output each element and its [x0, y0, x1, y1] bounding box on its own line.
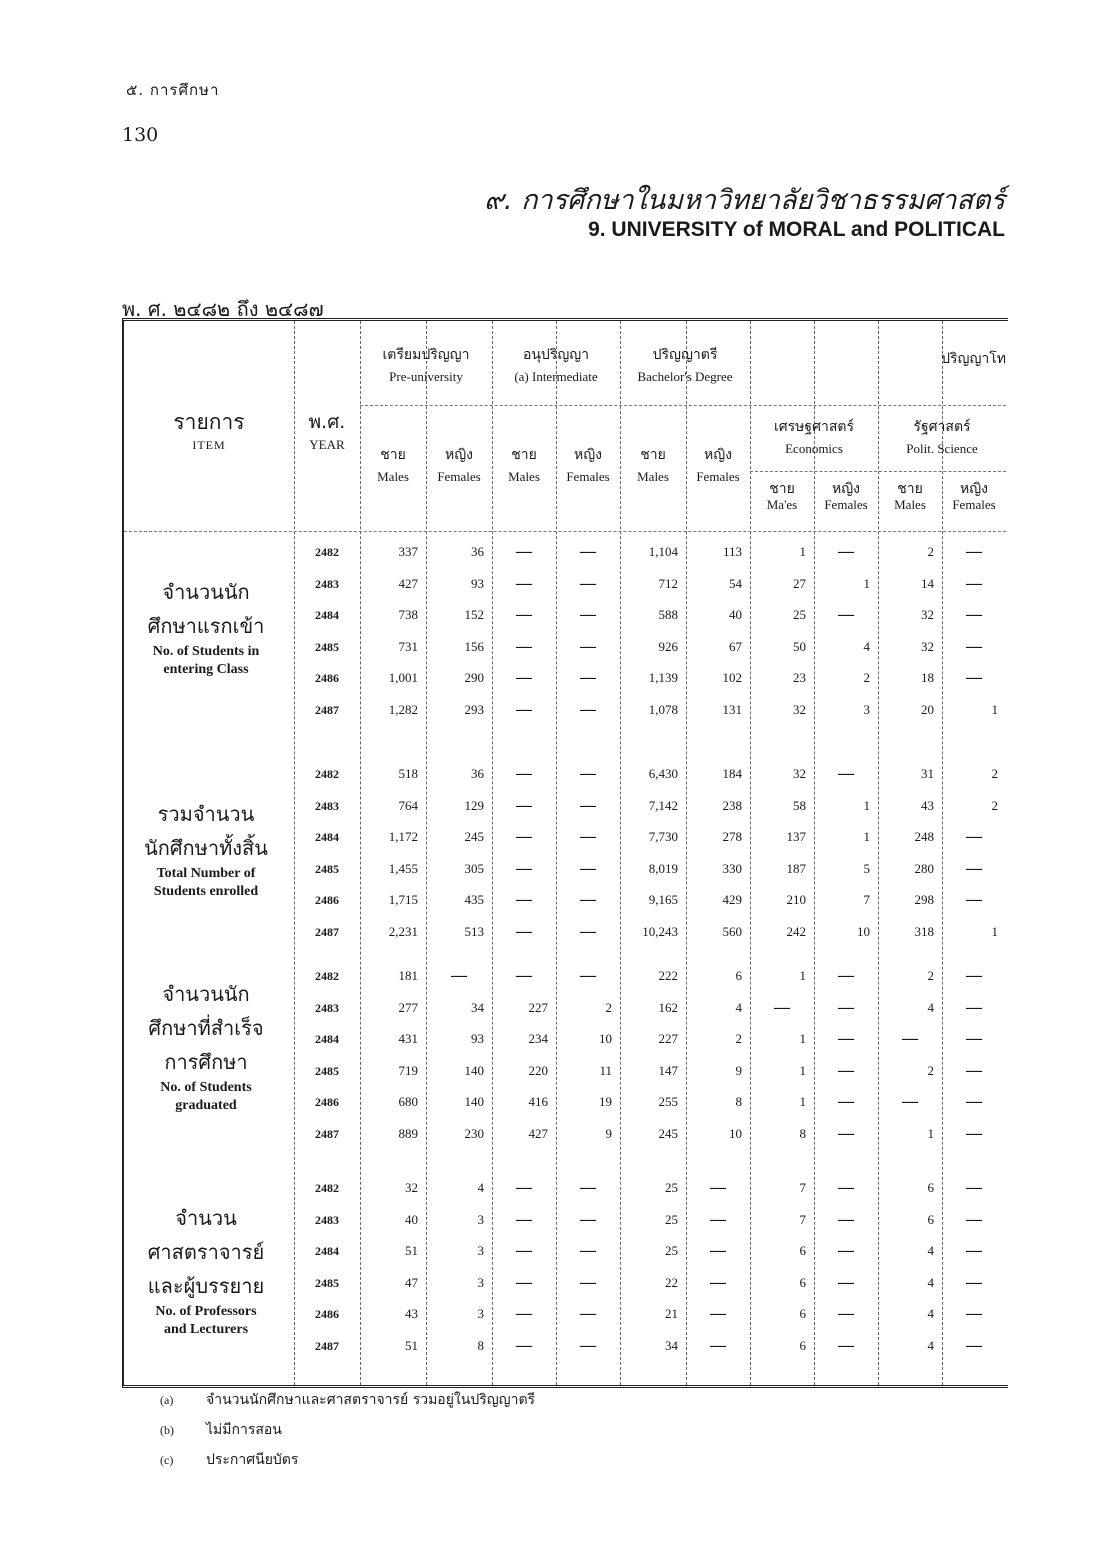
cell-intermediate-females: —	[580, 1305, 596, 1322]
cell-year: 2485	[315, 639, 339, 654]
cell-pre-uni-females: 8	[477, 1337, 484, 1353]
cell-pre-uni-males: 431	[398, 1031, 418, 1046]
cell-bachelor-males: 926	[658, 638, 678, 654]
cell-pre-uni-females: 34	[471, 999, 484, 1015]
cell-economics-females: —	[838, 1093, 854, 1110]
cell-polit-science-females: —	[966, 1210, 982, 1228]
cell-year: 2486	[315, 1095, 339, 1109]
cell-intermediate-males: —	[516, 700, 532, 718]
cell-pre-uni-females: 3	[477, 1211, 484, 1227]
cell-pre-uni-females: —	[451, 967, 467, 984]
cell-pre-uni-females: 3	[477, 1243, 484, 1258]
cell-pre-uni-females: 230	[464, 1125, 484, 1141]
cell-polit-science-females: 2	[991, 766, 998, 781]
cell-intermediate-males: —	[516, 922, 532, 940]
cell-year: 2485	[315, 1275, 339, 1290]
cell-intermediate-males: —	[516, 765, 532, 782]
cell-intermediate-females: —	[580, 1210, 596, 1228]
cell-intermediate-females: —	[580, 669, 596, 686]
cell-intermediate-males: 227	[528, 999, 548, 1015]
cell-intermediate-males: —	[516, 606, 532, 623]
cell-bachelor-males: 227	[658, 1031, 678, 1046]
page-number: 130	[122, 124, 159, 146]
cell-polit-science-females: —	[966, 1336, 982, 1354]
header-economics: เศรษฐศาสตร์ Economics	[773, 419, 855, 456]
cell-pre-uni-females: 245	[464, 829, 484, 844]
cell-pre-uni-females: 513	[464, 923, 484, 939]
cell-bachelor-females: 4	[735, 999, 742, 1015]
cell-economics-females: 1	[863, 797, 870, 813]
cell-economics-males: 7	[799, 1180, 806, 1195]
cell-bachelor-males: 162	[658, 999, 678, 1015]
cell-pre-uni-males: 51	[405, 1337, 418, 1353]
cell-intermediate-females: —	[580, 1179, 596, 1196]
cell-intermediate-females: —	[580, 828, 596, 845]
cell-pre-uni-males: 518	[398, 766, 418, 781]
cell-polit-science-females: —	[966, 1242, 982, 1259]
cell-year: 2485	[315, 861, 339, 876]
group-title-enrolled: รวมจำนวน นักศึกษาทั้งสิ้น Total Number of Students enrolled	[144, 802, 268, 899]
statistics-table	[122, 318, 1008, 1388]
cell-bachelor-females: 8	[735, 1094, 742, 1109]
cell-economics-males: 8	[799, 1125, 806, 1141]
cell-intermediate-females: 10	[599, 1031, 612, 1046]
cell-economics-females: —	[838, 1124, 854, 1142]
header-females: หญิง Females	[566, 447, 610, 484]
cell-bachelor-males: 34	[665, 1337, 678, 1353]
cell-intermediate-females: —	[580, 796, 596, 814]
cell-polit-science-males: —	[902, 1093, 918, 1110]
cell-bachelor-males: 21	[665, 1306, 678, 1321]
cell-bachelor-males: 245	[658, 1125, 678, 1141]
cell-economics-females: —	[838, 1210, 854, 1228]
cell-year: 2484	[315, 830, 339, 844]
cell-economics-females: —	[838, 1061, 854, 1079]
cell-bachelor-females: 184	[722, 766, 742, 781]
header-females: หญิง Females	[696, 447, 740, 484]
cell-economics-males: 6	[799, 1306, 806, 1321]
cell-bachelor-males: 9,165	[648, 892, 678, 907]
cell-intermediate-females: —	[580, 891, 596, 908]
year-range: พ. ศ. ๒๔๘๒ ถึง ๒๔๘๗	[122, 297, 324, 321]
cell-year: 2484	[315, 1032, 339, 1046]
cell-pre-uni-females: 140	[464, 1094, 484, 1109]
cell-bachelor-females: —	[710, 1179, 726, 1196]
cell-year: 2484	[315, 608, 339, 622]
cell-bachelor-males: 222	[658, 968, 678, 983]
header-females: หญิง Females	[824, 481, 868, 512]
cell-bachelor-males: 588	[658, 607, 678, 622]
cell-bachelor-females: 40	[729, 607, 742, 622]
cell-bachelor-males: 25	[665, 1180, 678, 1195]
cell-polit-science-males: 4	[927, 1243, 934, 1258]
cell-polit-science-males: 4	[927, 1274, 934, 1290]
cell-bachelor-females: 238	[722, 797, 742, 813]
cell-economics-males: 242	[786, 923, 806, 939]
header-intermediate: อนุปริญญา (a) Intermediate	[514, 347, 598, 384]
cell-pre-uni-females: 305	[464, 860, 484, 876]
cell-pre-uni-females: 93	[471, 1031, 484, 1046]
cell-pre-uni-males: 47	[405, 1274, 418, 1290]
cell-pre-uni-males: 1,282	[388, 701, 418, 717]
footnote: (b) ไม่มีการสอน	[160, 1422, 282, 1438]
cell-polit-science-females: —	[966, 637, 982, 655]
cell-economics-females: 7	[863, 892, 870, 907]
cell-intermediate-females: —	[580, 543, 596, 560]
cell-economics-females: —	[838, 1273, 854, 1291]
cell-economics-males: 27	[793, 575, 806, 591]
cell-economics-males: 50	[793, 638, 806, 654]
cell-pre-uni-males: 2,231	[388, 923, 418, 939]
cell-economics-females: —	[838, 543, 854, 560]
cell-bachelor-females: 330	[722, 860, 742, 876]
cell-year: 2487	[315, 702, 339, 717]
cell-pre-uni-females: 3	[477, 1274, 484, 1290]
cell-bachelor-males: 255	[658, 1094, 678, 1109]
cell-economics-females: 5	[863, 860, 870, 876]
cell-bachelor-females: 10	[729, 1125, 742, 1141]
cell-economics-females: —	[838, 606, 854, 623]
cell-economics-males: 210	[786, 892, 806, 907]
cell-intermediate-females: —	[580, 859, 596, 877]
cell-pre-uni-males: 51	[405, 1243, 418, 1258]
cell-polit-science-females: —	[966, 669, 982, 686]
cell-polit-science-males: 18	[921, 670, 934, 685]
cell-year: 2482	[315, 767, 339, 781]
cell-polit-science-females: —	[966, 574, 982, 592]
cell-intermediate-males: —	[516, 574, 532, 592]
title-english: 9. UNIVERSITY of MORAL and POLITICAL	[588, 218, 1005, 241]
cell-polit-science-males: 2	[927, 1062, 934, 1078]
header-bachelor: ปริญญาตรี Bachelor's Degree	[637, 347, 733, 384]
header-pre-university: เตรียมปริญญา Pre-university	[382, 347, 470, 384]
cell-economics-females: 2	[863, 670, 870, 685]
cell-economics-males: 25	[793, 607, 806, 622]
section-header: ๕. การศึกษา	[126, 81, 220, 99]
cell-bachelor-females: 6	[735, 968, 742, 983]
cell-economics-males: 187	[786, 860, 806, 876]
cell-intermediate-males: —	[516, 859, 532, 877]
cell-intermediate-males: —	[516, 543, 532, 560]
header-rule	[750, 471, 1006, 472]
footnotes	[160, 1385, 535, 1475]
cell-economics-males: 32	[793, 766, 806, 781]
cell-economics-females: 10	[857, 923, 870, 939]
group-title-entering: จำนวนนัก ศึกษาแรกเข้า No. of Students in entering Class	[147, 580, 265, 677]
cell-pre-uni-females: 293	[464, 701, 484, 717]
cell-pre-uni-males: 277	[398, 999, 418, 1015]
cell-intermediate-females: —	[580, 1273, 596, 1291]
header-year: พ.ศ. YEAR	[308, 411, 346, 452]
cell-pre-uni-males: 719	[398, 1062, 418, 1078]
header-master: ปริญญาโท	[941, 351, 1006, 367]
cell-pre-uni-females: 156	[464, 638, 484, 654]
cell-polit-science-females: —	[966, 891, 982, 908]
header-males: ชาย Males	[894, 481, 926, 512]
cell-intermediate-females: 11	[599, 1062, 612, 1078]
cell-polit-science-females: —	[966, 1124, 982, 1142]
cell-polit-science-males: 4	[927, 999, 934, 1015]
cell-polit-science-females: —	[966, 859, 982, 877]
cell-polit-science-males: 43	[921, 797, 934, 813]
cell-polit-science-males: 280	[914, 860, 934, 876]
cell-pre-uni-females: 93	[471, 575, 484, 591]
cell-year: 2483	[315, 1212, 339, 1227]
cell-intermediate-females: —	[580, 1336, 596, 1354]
cell-polit-science-females: —	[966, 1179, 982, 1196]
cell-pre-uni-males: 40	[405, 1211, 418, 1227]
cell-intermediate-males: 220	[528, 1062, 548, 1078]
cell-economics-females: —	[838, 1305, 854, 1322]
header-females: หญิง Females	[437, 447, 481, 484]
cell-polit-science-males: 4	[927, 1337, 934, 1353]
cell-polit-science-males: 298	[914, 892, 934, 907]
cell-polit-science-males: 248	[914, 829, 934, 844]
cell-year: 2486	[315, 671, 339, 685]
group-title-professors: จำนวน ศาสตราจารย์ และผู้บรรยาย No. of Professors and Lecturers	[147, 1206, 265, 1337]
cell-economics-males: 23	[793, 670, 806, 685]
cell-economics-females: —	[838, 765, 854, 782]
header-rule	[124, 531, 1006, 532]
cell-intermediate-females: —	[580, 606, 596, 623]
cell-economics-females: —	[838, 967, 854, 984]
cell-bachelor-males: 22	[665, 1274, 678, 1290]
cell-economics-females: 1	[863, 575, 870, 591]
cell-polit-science-males: 4	[927, 1306, 934, 1321]
cell-bachelor-females: 113	[722, 544, 742, 559]
cell-polit-science-females: —	[966, 967, 982, 984]
cell-polit-science-males: 31	[921, 766, 934, 781]
cell-bachelor-females: —	[710, 1273, 726, 1291]
cell-intermediate-males: —	[516, 1273, 532, 1291]
cell-intermediate-females: —	[580, 922, 596, 940]
cell-pre-uni-females: 290	[464, 670, 484, 685]
cell-intermediate-females: —	[580, 700, 596, 718]
cell-economics-males: 6	[799, 1243, 806, 1258]
cell-intermediate-females: —	[580, 765, 596, 782]
cell-polit-science-females: 1	[991, 701, 998, 717]
cell-year: 2487	[315, 1338, 339, 1353]
cell-polit-science-males: 6	[927, 1211, 934, 1227]
cell-polit-science-females: —	[966, 998, 982, 1016]
cell-intermediate-females: —	[580, 1242, 596, 1259]
cell-bachelor-females: —	[710, 1336, 726, 1354]
cell-intermediate-females: —	[580, 574, 596, 592]
cell-pre-uni-males: 738	[398, 607, 418, 622]
cell-intermediate-males: —	[516, 669, 532, 686]
cell-polit-science-females: —	[966, 828, 982, 845]
cell-economics-males: 1	[799, 968, 806, 983]
cell-polit-science-males: 14	[921, 575, 934, 591]
cell-economics-females: 3	[863, 701, 870, 717]
header-males: ชาย Males	[508, 447, 540, 484]
cell-year: 2486	[315, 893, 339, 907]
cell-bachelor-females: 9	[735, 1062, 742, 1078]
cell-intermediate-males: —	[516, 967, 532, 984]
cell-intermediate-males: —	[516, 891, 532, 908]
cell-economics-females: —	[838, 1030, 854, 1047]
cell-economics-females: —	[838, 1336, 854, 1354]
cell-intermediate-males: 427	[528, 1125, 548, 1141]
cell-economics-males: 137	[786, 829, 806, 844]
cell-year: 2483	[315, 576, 339, 591]
cell-economics-females: 1	[863, 829, 870, 844]
cell-pre-uni-females: 152	[464, 607, 484, 622]
footnote: (a) จำนวนนักศึกษาและศาสตราจารย์ รวมอยู่ในปริญญาตรี	[160, 1392, 536, 1408]
cell-intermediate-males: —	[516, 1336, 532, 1354]
cell-intermediate-males: 416	[528, 1094, 548, 1109]
cell-year: 2485	[315, 1063, 339, 1078]
cell-intermediate-females: 19	[599, 1094, 612, 1109]
cell-polit-science-females: 2	[991, 797, 998, 813]
cell-intermediate-males: —	[516, 637, 532, 655]
cell-pre-uni-females: 129	[464, 797, 484, 813]
cell-bachelor-females: 429	[722, 892, 742, 907]
cell-pre-uni-males: 764	[398, 797, 418, 813]
cell-polit-science-females: —	[966, 1061, 982, 1079]
cell-economics-males: 58	[793, 797, 806, 813]
cell-bachelor-females: 131	[722, 701, 742, 717]
cell-bachelor-males: 10,243	[642, 923, 678, 939]
cell-pre-uni-males: 889	[398, 1125, 418, 1141]
cell-polit-science-males: 2	[927, 968, 934, 983]
cell-year: 2482	[315, 1181, 339, 1195]
cell-pre-uni-males: 337	[398, 544, 418, 559]
cell-year: 2482	[315, 969, 339, 983]
cell-year: 2486	[315, 1307, 339, 1321]
cell-bachelor-females: —	[710, 1242, 726, 1259]
cell-economics-males: —	[774, 998, 790, 1016]
cell-polit-science-males: 20	[921, 701, 934, 717]
cell-bachelor-males: 6,430	[648, 766, 678, 781]
cell-intermediate-males: —	[516, 1305, 532, 1322]
cell-polit-science-males: 2	[927, 544, 934, 559]
cell-economics-females: —	[838, 998, 854, 1016]
group-title-graduated: จำนวนนัก ศึกษาที่สำเร็จ การศึกษา No. of Students graduated	[148, 982, 264, 1113]
cell-intermediate-males: —	[516, 796, 532, 814]
cell-bachelor-females: 560	[722, 923, 742, 939]
header-rule	[360, 405, 1006, 406]
cell-bachelor-males: 712	[658, 575, 678, 591]
cell-year: 2483	[315, 798, 339, 813]
cell-pre-uni-males: 32	[405, 1180, 418, 1195]
cell-polit-science-females: —	[966, 1305, 982, 1322]
cell-polit-science-females: —	[966, 1273, 982, 1291]
cell-year: 2487	[315, 924, 339, 939]
cell-bachelor-males: 8,019	[648, 860, 678, 876]
cell-economics-males: 32	[793, 701, 806, 717]
cell-intermediate-males: —	[516, 828, 532, 845]
cell-economics-males: 6	[799, 1337, 806, 1353]
cell-economics-males: 1	[799, 1031, 806, 1046]
cell-polit-science-females: —	[966, 543, 982, 560]
cell-intermediate-females: —	[580, 967, 596, 984]
header-females: หญิง Females	[952, 481, 996, 512]
cell-economics-males: 1	[799, 544, 806, 559]
cell-bachelor-males: 7,142	[648, 797, 678, 813]
cell-pre-uni-males: 181	[398, 968, 418, 983]
cell-intermediate-females: 2	[605, 999, 612, 1015]
cell-pre-uni-females: 3	[477, 1306, 484, 1321]
header-males: ชาย Males	[637, 447, 669, 484]
cell-intermediate-males: —	[516, 1210, 532, 1228]
cell-intermediate-females: 9	[605, 1125, 612, 1141]
cell-year: 2482	[315, 545, 339, 559]
cell-bachelor-females: 102	[722, 670, 742, 685]
cell-bachelor-females: 67	[729, 638, 742, 654]
cell-economics-males: 1	[799, 1062, 806, 1078]
cell-intermediate-females: —	[580, 637, 596, 655]
cell-economics-females: —	[838, 1179, 854, 1196]
cell-pre-uni-males: 1,715	[388, 892, 418, 907]
cell-bachelor-males: 25	[665, 1211, 678, 1227]
cell-polit-science-males: 32	[921, 607, 934, 622]
cell-year: 2484	[315, 1244, 339, 1258]
cell-year: 2487	[315, 1126, 339, 1141]
cell-year: 2483	[315, 1000, 339, 1015]
cell-polit-science-females: 1	[991, 923, 998, 939]
cell-pre-uni-females: 4	[477, 1180, 484, 1195]
footnote: (c) ประกาศนียบัตร	[160, 1452, 299, 1468]
cell-polit-science-males: 318	[914, 923, 934, 939]
cell-economics-males: 6	[799, 1274, 806, 1290]
cell-bachelor-males: 1,104	[648, 544, 678, 559]
cell-polit-science-males: 6	[927, 1180, 934, 1195]
cell-polit-science-males: 1	[927, 1125, 934, 1141]
cell-polit-science-males: 32	[921, 638, 934, 654]
cell-pre-uni-males: 680	[398, 1094, 418, 1109]
cell-intermediate-males: —	[516, 1179, 532, 1196]
cell-bachelor-males: 25	[665, 1243, 678, 1258]
cell-polit-science-females: —	[966, 606, 982, 623]
cell-pre-uni-males: 1,001	[388, 670, 418, 685]
cell-polit-science-females: —	[966, 1093, 982, 1110]
cell-pre-uni-males: 427	[398, 575, 418, 591]
cell-bachelor-males: 1,139	[648, 670, 678, 685]
cell-bachelor-males: 7,730	[648, 829, 678, 844]
cell-bachelor-females: —	[710, 1210, 726, 1228]
cell-pre-uni-males: 731	[398, 638, 418, 654]
cell-economics-males: 1	[799, 1094, 806, 1109]
cell-bachelor-males: 1,078	[648, 701, 678, 717]
title-thai: ๙. การศึกษาในมหาวิทยาลัยวิชาธรรมศาสตร์	[484, 185, 1005, 216]
cell-bachelor-females: 2	[735, 1031, 742, 1046]
cell-pre-uni-males: 43	[405, 1306, 418, 1321]
cell-economics-males: 7	[799, 1211, 806, 1227]
cell-economics-females: 4	[863, 638, 870, 654]
cell-polit-science-males: —	[902, 1030, 918, 1047]
header-males: ชาย Males	[377, 447, 409, 484]
cell-bachelor-females: —	[710, 1305, 726, 1322]
cell-pre-uni-males: 1,455	[388, 860, 418, 876]
cell-pre-uni-males: 1,172	[388, 829, 418, 844]
cell-intermediate-males: —	[516, 1242, 532, 1259]
cell-polit-science-females: —	[966, 1030, 982, 1047]
cell-pre-uni-females: 435	[464, 892, 484, 907]
cell-intermediate-males: 234	[528, 1031, 548, 1046]
cell-pre-uni-females: 140	[464, 1062, 484, 1078]
cell-pre-uni-females: 36	[471, 544, 484, 559]
cell-economics-females: —	[838, 1242, 854, 1259]
cell-pre-uni-females: 36	[471, 766, 484, 781]
cell-bachelor-females: 54	[729, 575, 742, 591]
header-political-science: รัฐศาสตร์ Polit. Science	[906, 419, 978, 456]
cell-bachelor-females: 278	[722, 829, 742, 844]
cell-bachelor-males: 147	[658, 1062, 678, 1078]
header-males: ชาย Ma'es	[766, 481, 798, 512]
header-item: รายการ ITEM	[173, 410, 245, 452]
